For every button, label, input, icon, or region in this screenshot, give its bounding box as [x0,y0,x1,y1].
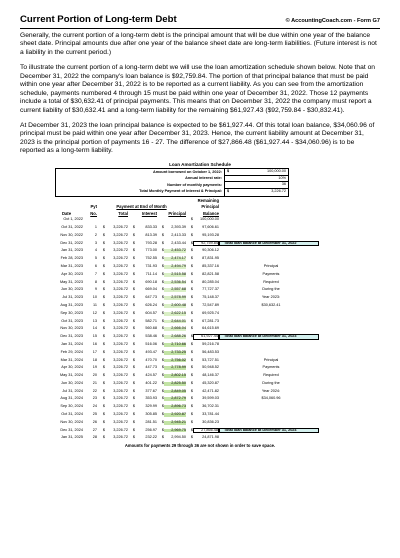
row-date: Jan 31, 2024 [61,341,83,346]
table-row: Oct 31, 2023 13 $ 3,226.72 $ 582.71 $ 2,644.01 $ 67,281.73 [50,318,350,326]
table-row: Jul 31, 2023 10 $ 3,226.72 $ 647.73 $ 2,578.99 $ 75,148.37 Year 2023: [50,294,350,302]
paragraph-intro: Generally, the current portion of a long-term debt is the principal amount that will be due within one year of the balance sheet date. Principal amounts due after one year of the balance sheet date are long-term liabilities. (Future interest is not a liability in the current period.) [20,32,377,56]
row-total: 3,226.72 [113,365,128,370]
loan-input-value-cell [224,189,288,196]
row-date: Mar 31, 2024 [60,357,83,362]
row-number: 11 [93,302,97,307]
row-total: 3,226.72 [113,279,128,284]
row-date: Aug 31, 2024 [60,396,83,401]
row-date: Feb 28, 2023 [60,256,83,261]
row-interest: 690.18 [145,279,157,284]
table-row: May 31, 2024 20 $ 3,226.72 $ 424.57 $ 2,802.15 $ 48,146.37 Required [50,372,350,380]
body-text [20,32,380,156]
table-row: Sep 30, 2023 12 $ 3,226.72 $ 604.57 $ 2,622.15 $ 69,925.74 [50,310,350,318]
row-date: Sep 30, 2023 [60,310,83,315]
row-balance: 67,281.73 [202,318,219,323]
row-total: 3,226.72 [113,263,128,268]
table-row: Mar 31, 2023 6 $ 3,226.72 $ 731.93 $ 2,494.79 $ 85,337.16 Principal [50,263,350,271]
loan-input-value: 10% [278,175,286,180]
row-balance: 53,727.51 [202,357,219,362]
table-row: Dec 31, 2022 3 $ 3,226.72 $ 793.28 $ 2,433.44 $ 92,759.84 Total loan balance at December 31, 2022 [50,240,350,248]
loan-input-value: 36 [281,182,286,187]
row-interest: 353.93 [145,396,157,401]
row-total: 3,226.72 [113,224,128,229]
table-row: Nov 30, 2023 14 $ 3,226.72 $ 560.68 $ 2,666.04 $ 64,615.69 [50,325,350,333]
row-principal: 2,393.39 [171,224,186,229]
table-row: Jan 31, 2025 28 $ 3,226.72 $ 232.22 $ 2,994.50 $ 24,871.98 [50,434,350,442]
row-interest: 833.33 [145,224,157,229]
header-remaining: Remaining [197,197,219,203]
loan-input-currency: $ [227,169,230,174]
row-number: 24 [92,404,97,409]
row-balance: 61,927.44 [193,334,219,340]
row-date: May 31, 2024 [59,373,83,378]
header-payment-group: Payment at End of Month [116,204,167,210]
row-total: 3,226.72 [113,295,128,300]
row-total: 3,226.72 [113,412,128,417]
row-date: Jul 31, 2023 [62,295,83,300]
row-interest: 377.67 [145,388,157,393]
row-total: 3,226.72 [113,373,128,378]
table-row: Apr 30, 2023 7 $ 3,226.72 $ 711.14 $ 2,515.58 $ 82,821.58 Payments [50,271,350,279]
table-row-opening: Oct 1, 2022 $ 100,000.00 [50,216,350,224]
row-interest: 711.14 [145,271,157,276]
side-note: Principal [263,263,279,268]
side-note: Principal [263,357,279,362]
row-total: 3,226.72 [113,341,128,346]
row-balance: 80,285.04 [202,279,219,284]
paragraph-illustration: To illustrate the current portion of a long-term debt we will use the loan amortization schedule shown below. Note that on December 31, 2022 the company's loan balance is $92,759.84. The portion of that principal balance that must be paid within one year after December 31, 2022 is to be reported as a current liability. As you can see from the amortization schedule, payments numbered 4 through 15 must be paid within one year of December 31, 2022. Those 12 payments include a total of $30,632.41 of principal payments. This means that on December 31, 2022 the company must report a current liability of $30,632.41 and a long-term liability for the remaining $61,927.43 ($92,759.84 - $30,832.41). [20,64,376,114]
row-number: 8 [94,279,97,284]
schedule-rows [50,224,350,442]
side-note: Payments [262,365,280,370]
row-principal: 2,622.15 [164,312,186,316]
row-total: 3,226.72 [113,435,128,440]
row-total: 3,226.72 [113,427,128,432]
row-number: 23 [92,396,97,401]
row-principal: 2,896.73 [164,405,186,409]
row-interest: 647.73 [145,295,157,300]
row-interest: 401.22 [145,380,157,385]
side-note: Payments [262,271,280,276]
loan-input-row [56,176,288,183]
row-number: 16 [92,341,97,346]
table-row: May 31, 2023 8 $ 3,226.72 $ 690.18 $ 2,536.54 $ 80,285.04 Required [50,279,350,287]
row-date: Nov 30, 2024 [60,419,83,424]
row-number: 17 [92,349,97,354]
row-balance: 100,000.00 [199,217,219,222]
row-interest: 604.57 [145,310,157,315]
row-principal: 2,433.44 [171,240,186,245]
row-balance: 82,821.58 [202,271,219,276]
row-interest: 773.00 [145,248,157,253]
schedule-footnote: Amounts for payments 29 through 36 are not shown in order to save space. [124,443,276,449]
row-balance: 33,781.44 [202,412,219,417]
balance-note: Total loan balance at December 31, 2024 [219,428,319,434]
table-row: Mar 31, 2024 18 $ 3,226.72 $ 470.70 $ 2,756.02 $ 53,727.51 Principal [50,357,350,365]
row-balance: 30,836.23 [202,419,219,424]
loan-input-value: 100,000.00 [266,169,286,174]
row-interest: 424.57 [145,373,157,378]
row-date: Oct 31, 2022 [61,224,83,229]
loan-input-value-cell [224,176,288,183]
row-date: Jan 31, 2023 [61,248,83,253]
row-number: 4 [94,248,97,253]
side-note: Required [263,373,279,378]
row-date: Feb 29, 2024 [60,349,83,354]
table-row: Dec 31, 2024 27 $ 3,226.72 $ 256.97 $ 2,969.75 $ 27,866.48 Total loan balance at December 31, 2024 [50,427,350,435]
loan-input-value: 3,226.72 [271,189,286,194]
table-row: Aug 31, 2023 11 $ 3,226.72 $ 626.24 $ 2,600.48 $ 72,547.89 $30,632.41 [50,302,350,310]
loan-input-row [56,182,288,189]
row-interest: 538.46 [145,334,157,339]
row-balance: 42,471.82 [202,388,219,393]
row-balance: 75,148.37 [202,295,219,300]
loan-input-row [56,169,288,176]
row-principal: 2,578.99 [164,296,186,300]
row-number: 1 [94,224,97,229]
table-row: Apr 30, 2024 19 $ 3,226.72 $ 447.73 $ 2,778.99 $ 50,948.52 Payments [50,364,350,372]
table-row: Feb 28, 2023 5 $ 3,226.72 $ 752.55 $ 2,474.17 $ 87,831.95 [50,255,350,263]
row-total: 3,226.72 [113,310,128,315]
side-note: $30,632.41 [261,302,281,307]
table-row: Aug 31, 2024 23 $ 3,226.72 $ 353.93 $ 2,872.79 $ 39,599.03 $34,060.96 [50,395,350,403]
row-number: 19 [92,365,97,370]
row-total: 3,226.72 [113,232,128,237]
loan-inputs [55,168,289,196]
row-date: Apr 30, 2024 [61,365,83,370]
row-interest: 626.24 [145,302,157,307]
row-principal: 2,969.75 [164,429,186,433]
row-interest: 560.68 [145,326,157,331]
row-principal: 2,849.05 [164,390,186,394]
header-no: No. [90,210,97,216]
loan-input-label: Number of monthly payments: [167,182,222,187]
row-balance: 45,320.87 [202,380,219,385]
row-number: 12 [92,310,97,315]
row-date: Nov 30, 2022 [60,232,83,237]
balance-note: Total loan balance at December 31, 2023 [219,334,319,340]
row-principal: 2,733.25 [164,351,186,355]
schedule-title: Loan Amortization Schedule [169,161,231,167]
row-total: 3,226.72 [113,334,128,339]
row-number: 9 [94,287,97,292]
row-balance: 72,547.89 [202,302,219,307]
row-date: Oct 31, 2023 [61,318,83,323]
row-interest: 793.28 [145,240,157,245]
row-interest: 493.47 [145,349,157,354]
row-date: Dec 31, 2024 [60,427,83,432]
row-balance: 27,866.48 [193,428,219,434]
row-total: 3,226.72 [113,271,128,276]
row-number: 15 [92,334,97,339]
row-balance: 95,193.28 [202,232,219,237]
loan-input-label: Total Monthly Payment of Interest & Principal: [139,189,222,194]
row-total: 3,226.72 [113,357,128,362]
table-row: Dec 31, 2023 15 $ 3,226.72 $ 538.46 $ 2,688.26 $ 61,927.44 Total loan balance at December 31, 2023 [50,333,350,341]
row-number: 2 [94,232,97,237]
row-total: 3,226.72 [113,326,128,331]
row-balance: 64,615.69 [202,326,219,331]
header-principal: Principal [201,204,219,210]
row-principal: 2,802.15 [164,374,186,378]
row-total: 3,226.72 [113,349,128,354]
row-balance: 90,306.12 [202,248,219,253]
side-note: During the [262,380,280,385]
row-total: 3,226.72 [113,380,128,385]
row-principal: 2,536.54 [164,281,186,285]
row-principal: 2,413.33 [171,232,186,237]
row-balance: 97,606.61 [202,224,219,229]
header-interest: Interest [141,210,157,216]
row-total: 3,226.72 [113,287,128,292]
loan-input-value-cell [224,169,288,176]
row-principal: 2,515.58 [164,273,186,277]
row-balance: 77,727.37 [202,287,219,292]
row-number: 28 [92,435,97,440]
source-credit: © AccountingCoach.com - Form G7 [285,18,380,24]
row-balance: 56,483.53 [202,349,219,354]
amortization-schedule [50,163,350,449]
row-interest: 470.70 [145,357,157,362]
row-interest: 305.85 [145,412,157,417]
row-number: 21 [92,380,97,385]
row-balance: 48,146.37 [202,373,219,378]
table-row: Jun 30, 2023 9 $ 3,226.72 $ 669.04 $ 2,557.68 $ 77,727.37 During the [50,286,350,294]
row-date: Nov 30, 2023 [60,326,83,331]
loan-input-label: Amount borrowed on October 1, 2022: [153,169,222,174]
row-principal: 2,600.48 [164,304,186,308]
row-principal: 2,778.99 [164,366,186,370]
side-note: Required [263,279,279,284]
side-note: During the [262,287,280,292]
row-principal: 2,453.72 [164,249,186,253]
row-interest: 731.93 [145,263,157,268]
row-interest: 329.99 [145,404,157,409]
row-number: 20 [92,373,97,378]
row-principal: 2,825.50 [164,382,186,386]
row-total: 3,226.72 [113,419,128,424]
row-number: 3 [94,240,97,245]
row-total: 3,226.72 [113,388,128,393]
row-total: 3,226.72 [113,396,128,401]
table-row: Jul 31, 2024 22 $ 3,226.72 $ 377.67 $ 2,849.05 $ 42,471.82 Year 2024: [50,388,350,396]
balance-note: Total loan balance at December 31, 2022 [219,241,319,247]
loan-input-currency: $ [227,189,230,194]
row-interest: 447.73 [145,365,157,370]
header-principal-col: Principal [168,210,186,216]
row-date: May 31, 2023 [59,279,83,284]
row-balance: 39,599.03 [202,396,219,401]
side-note: $34,060.96 [261,396,281,401]
row-total: 3,226.72 [113,240,128,245]
row-number: 18 [92,357,97,362]
row-interest: 669.04 [145,287,157,292]
row-date: Oct 31, 2024 [61,412,83,417]
row-number: 7 [94,271,97,276]
row-number: 26 [92,419,97,424]
row-interest: 813.39 [145,232,157,237]
table-row: Feb 29, 2024 17 $ 3,226.72 $ 493.47 $ 2,733.25 $ 56,483.53 [50,349,350,357]
row-principal: 2,494.79 [164,265,186,269]
row-number: 25 [92,412,97,417]
row-interest: 752.55 [145,256,157,261]
header-rule [20,28,380,29]
row-interest: 516.06 [145,341,157,346]
row-total: 3,226.72 [113,302,128,307]
row-principal: 2,920.87 [164,413,186,417]
row-principal: 2,688.26 [164,335,186,339]
table-row: Jan 31, 2023 4 $ 3,226.72 $ 773.00 $ 2,453.72 $ 90,306.12 [50,247,350,255]
table-row: Jan 31, 2024 16 $ 3,226.72 $ 516.06 $ 2,710.66 $ 59,216.78 [50,341,350,349]
row-date: Jul 31, 2024 [62,388,83,393]
row-principal: 2,872.79 [164,397,186,401]
row-balance: 87,831.95 [202,256,219,261]
table-row: Oct 31, 2022 1 $ 3,226.72 $ 833.33 $ 2,393.39 $ 97,606.61 [50,224,350,232]
row-balance: 50,948.52 [202,365,219,370]
table-row: Oct 31, 2024 25 $ 3,226.72 $ 305.85 $ 2,920.87 $ 33,781.44 [50,411,350,419]
row-balance: 69,925.74 [202,310,219,315]
row-date: Oct 1, 2022 [63,217,83,222]
row-principal: 2,644.01 [164,320,186,324]
row-interest: 232.22 [145,435,157,440]
header-balance: Balance [202,210,219,216]
table-row: Nov 30, 2022 2 $ 3,226.72 $ 813.39 $ 2,413.33 $ 95,193.28 [50,232,350,240]
row-principal: 2,756.02 [164,359,186,363]
row-principal: 2,557.68 [164,288,186,292]
row-date: Dec 31, 2022 [60,240,83,245]
row-date: Sep 30, 2024 [60,404,83,409]
row-total: 3,226.72 [113,248,128,253]
row-interest: 256.97 [145,427,157,432]
loan-input-row [56,189,288,196]
page-header [20,14,380,25]
page-title: Current Portion of Long-term Debt [20,14,177,25]
loan-input-label: Annual interest rate: [185,176,222,181]
row-number: 10 [92,295,97,300]
row-balance: 85,337.16 [202,263,219,268]
header-date: Date [61,210,72,216]
row-principal: 2,474.17 [164,257,186,261]
row-total: 3,226.72 [113,318,128,323]
row-date: Aug 31, 2023 [60,302,83,307]
row-total: 3,226.72 [113,256,128,261]
row-principal: 2,666.04 [164,327,186,331]
row-principal: 2,945.21 [164,421,186,425]
row-date: Apr 30, 2023 [61,271,83,276]
row-balance: 92,759.84 [193,241,219,247]
side-note: Year 2024: [261,388,281,393]
row-number: 27 [92,427,97,432]
row-balance: 24,871.98 [202,435,219,440]
paragraph-2023: At December 31, 2023 the loan principal balance is expected to be $61,927.44. Of this total loan balance, $34,060.96 of principal must be paid within one year after December 31, 2023. Hence, the current liability amount at December 31, 2023 is the principal portion of payments 16 - 27. The difference of $27,866.48 ($61,927.44 - $34,060.96) is to be reported as a long-term liability. [20,121,375,155]
row-date: Mar 31, 2023 [60,263,83,268]
row-balance: 36,702.31 [202,404,219,409]
row-principal: 2,710.66 [164,343,186,347]
row-number: 6 [94,263,97,268]
table-row: Jun 30, 2024 21 $ 3,226.72 $ 401.22 $ 2,825.50 $ 45,320.87 During the [50,380,350,388]
row-date: Dec 31, 2023 [60,334,83,339]
table-row: Sep 30, 2024 24 $ 3,226.72 $ 329.99 $ 2,896.73 $ 36,702.31 [50,403,350,411]
row-interest: 582.71 [145,318,157,323]
row-number: 14 [92,326,97,331]
header-total: Total [118,210,128,216]
loan-input-value-cell [224,182,288,189]
side-note: Year 2023: [261,295,281,300]
header-pyt: Pyt [90,204,97,210]
row-date: Jun 30, 2023 [61,287,83,292]
row-balance: 59,216.78 [202,341,219,346]
row-number: 13 [92,318,97,323]
row-total: 3,226.72 [113,404,128,409]
row-principal: 2,994.50 [171,435,186,440]
table-row: Nov 30, 2024 26 $ 3,226.72 $ 281.51 $ 2,945.21 $ 30,836.23 [50,419,350,427]
row-number: 5 [94,256,97,261]
row-date: Jun 30, 2024 [61,380,83,385]
row-number: 22 [92,388,97,393]
row-date: Jan 31, 2025 [61,435,83,440]
row-interest: 281.51 [145,419,157,424]
